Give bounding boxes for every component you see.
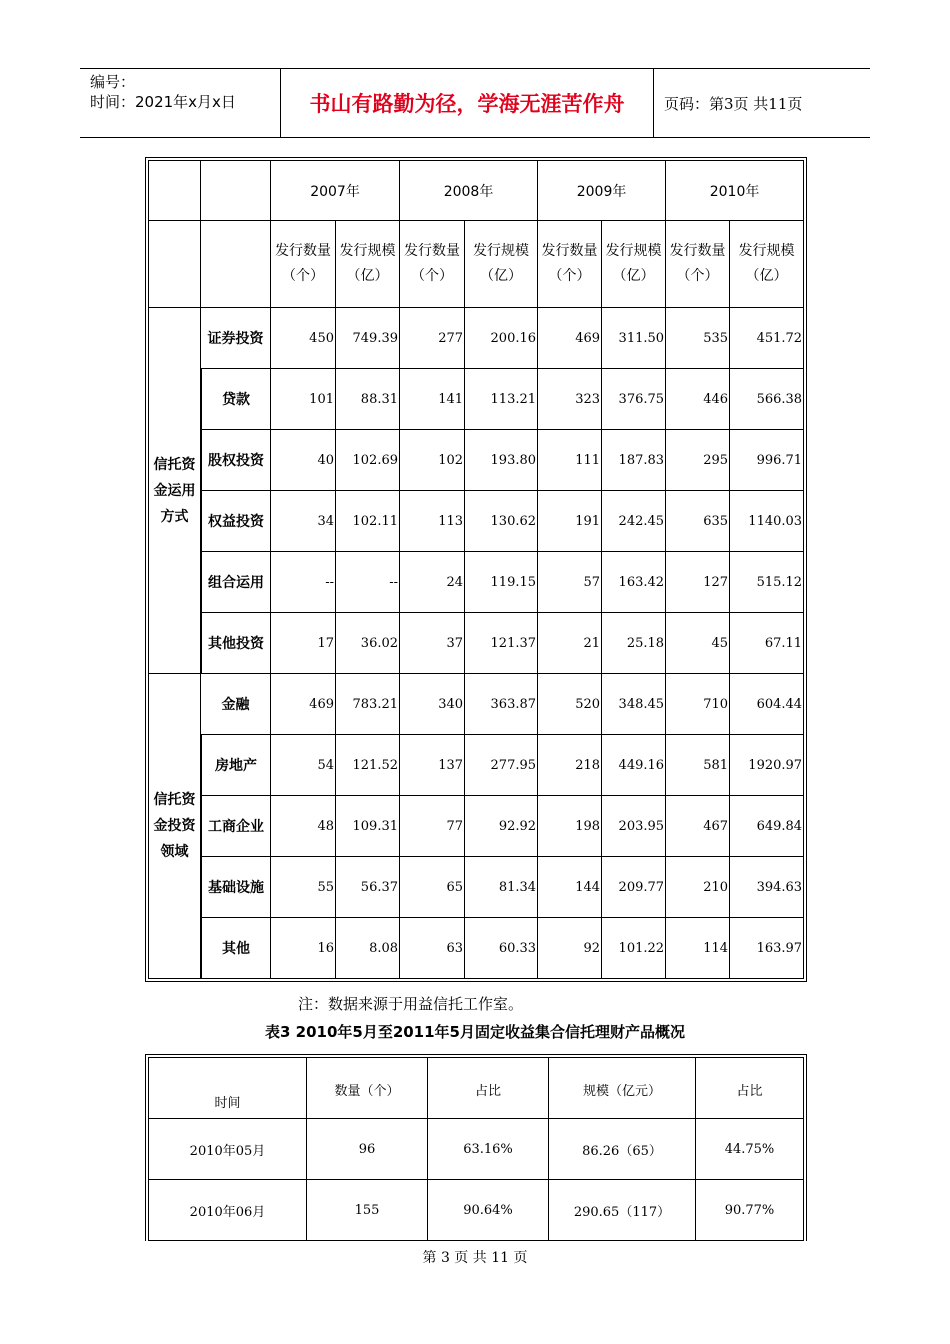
table1-category-cell: 金融 [201,674,271,735]
table-row [148,796,804,857]
table1-metric-header-line: （个） [548,268,591,284]
table1-value-cell: 376.75 [602,369,666,430]
table1-category-cell: 其他 [201,918,271,979]
table1-value-cell: -- [336,552,400,613]
header-page-number: 页码：第3页 共11页 [664,94,803,113]
table1-value-cell: 210 [666,857,730,918]
table-row [148,674,804,735]
table1-group-label [148,674,201,979]
table-row [148,369,804,430]
table1-value-cell: 277.95 [465,735,538,796]
table3-header-count-share: 占比 [428,1057,549,1119]
table1-value-cell: 604.44 [730,674,804,735]
table1-metric-header [465,221,538,308]
table1-value-cell: 1920.97 [730,735,804,796]
table1-metric-header [336,221,400,308]
table1-value-cell: 21 [538,613,602,674]
table1-group-label-line: 金投资 [153,818,196,834]
table3-title: 表3 2010年5月至2011年5月固定收益集合信托理财产品概况 [264,1023,686,1041]
table1-value-cell: 749.39 [336,308,400,369]
table1-category-cell: 房地产 [201,735,271,796]
table1-value-cell: 363.87 [465,674,538,735]
table1-value-cell: 198 [538,796,602,857]
table1-value-cell: 121.37 [465,613,538,674]
table3-header-row [148,1057,804,1119]
table1-category-cell: 工商企业 [201,796,271,857]
table1-value-cell: 566.38 [730,369,804,430]
table3-cell-count: 96 [307,1119,428,1180]
table1-value-cell: 467 [666,796,730,857]
table1-metric-header-line: 发行数量 [541,243,598,259]
table1-metric-header-line: 发行规模 [473,243,530,259]
table1-value-cell: 581 [666,735,730,796]
table1-value-cell: 783.21 [336,674,400,735]
table1-value-cell: 113.21 [465,369,538,430]
table1-metric-header-line: 发行数量 [275,243,331,259]
table1-value-cell: 209.77 [602,857,666,918]
table1-value-cell: 446 [666,369,730,430]
table1-year-header-row [148,160,804,221]
table1-value-cell: 65 [400,857,465,918]
table1-value-cell: 25.18 [602,613,666,674]
table1-metric-header [271,221,336,308]
table1-corner-cell [201,221,271,308]
table1-value-cell: 34 [271,491,336,552]
table1-metric-header-line: （亿） [480,268,523,284]
table1-corner-cell [148,221,201,308]
table1-value-cell: 163.42 [602,552,666,613]
table1-category-cell: 基础设施 [201,857,271,918]
table1-metric-header [602,221,666,308]
table1-value-cell: -- [271,552,336,613]
table3-header-count: 数量（个） [307,1057,428,1119]
table1-value-cell: 144 [538,857,602,918]
table1-value-cell: 394.63 [730,857,804,918]
table3-cell-scale-share: 44.75% [696,1119,804,1180]
table1-category-cell: 股权投资 [201,430,271,491]
trust-issuance-table-frame [145,157,807,982]
table3-cell-scale: 86.26（65） [549,1119,696,1180]
table1-value-cell: 102.69 [336,430,400,491]
table1-value-cell: 242.45 [602,491,666,552]
table1-value-cell: 92 [538,918,602,979]
table1-value-cell: 102 [400,430,465,491]
table1-metric-header-line: 发行规模 [339,243,396,259]
table1-category-cell: 权益投资 [201,491,271,552]
table1-metric-header-line: （亿） [745,268,788,284]
table3-cell-count-share: 63.16% [428,1119,549,1180]
table3-header-time: 时间 [148,1057,307,1119]
table1-value-cell: 710 [666,674,730,735]
table1-value-cell: 63 [400,918,465,979]
table1-year-header: 2010年 [666,160,804,221]
table1-corner-cell [148,160,201,221]
table1-value-cell: 36.02 [336,613,400,674]
table-row [148,552,804,613]
page-footer: 第 3 页 共 11 页 [422,1250,528,1266]
header-meta-cell [80,69,281,137]
table1-value-cell: 1140.03 [730,491,804,552]
table1-category-cell: 证券投资 [201,308,271,369]
table1-value-cell: 24 [400,552,465,613]
table1-metric-header [538,221,602,308]
table1-value-cell: 56.37 [336,857,400,918]
table1-metric-header-line: 发行规模 [605,243,662,259]
table1-value-cell: 515.12 [730,552,804,613]
table1-value-cell: 295 [666,430,730,491]
table1-metric-header-line: （亿） [612,268,655,284]
table1-value-cell: 311.50 [602,308,666,369]
table1-value-cell: 119.15 [465,552,538,613]
table1-value-cell: 16 [271,918,336,979]
table1-value-cell: 101.22 [602,918,666,979]
table3-cell-count: 155 [307,1180,428,1241]
table1-year-header: 2008年 [400,160,538,221]
table1-value-cell: 88.31 [336,369,400,430]
table3-cell-time: 2010年05月 [148,1119,307,1180]
page-header [80,68,870,138]
table1-value-cell: 635 [666,491,730,552]
table1-value-cell: 203.95 [602,796,666,857]
table1-value-cell: 60.33 [465,918,538,979]
table1-metric-header-line: 发行数量 [404,243,461,259]
table1-value-cell: 102.11 [336,491,400,552]
document-time: 时间：2021年x月x日 [90,93,236,111]
table1-metric-header-line: （个） [676,268,719,284]
table1-corner-cell [201,160,271,221]
table3-cell-scale-share: 90.77% [696,1180,804,1241]
table1-value-cell: 451.72 [730,308,804,369]
table1-value-cell: 48 [271,796,336,857]
table1-group-label-line: 方式 [160,508,189,525]
header-motto: 书山有路勤为径，学海无涯苦作舟 [281,69,654,137]
table1-value-cell: 67.11 [730,613,804,674]
table1-value-cell: 45 [666,613,730,674]
table1-metric-header [730,221,804,308]
table1-value-cell: 101 [271,369,336,430]
table1-metric-header [400,221,465,308]
table1-value-cell: 193.80 [465,430,538,491]
table1-group-label [148,308,201,674]
table1-value-cell: 137 [400,735,465,796]
table1-value-cell: 450 [271,308,336,369]
table1-metric-header-line: （亿） [346,268,389,284]
table1-metric-header-line: 发行规模 [738,243,795,259]
table1-metric-header [666,221,730,308]
table1-value-cell: 37 [400,613,465,674]
table1-value-cell: 649.84 [730,796,804,857]
table1-value-cell: 77 [400,796,465,857]
table1-value-cell: 163.97 [730,918,804,979]
table1-metric-header-line: （个） [411,268,454,284]
table1-category-cell: 其他投资 [201,613,271,674]
table1-group-label-line: 领域 [160,844,189,860]
table1-value-cell: 323 [538,369,602,430]
table-row [148,491,804,552]
table1-value-cell: 92.92 [465,796,538,857]
table1-value-cell: 191 [538,491,602,552]
fixed-income-table-frame [145,1054,807,1241]
table1-value-cell: 141 [400,369,465,430]
table3-header-scale: 规模（亿元） [549,1057,696,1119]
table-row [148,430,804,491]
table1-value-cell: 535 [666,308,730,369]
table3-cell-count-share: 90.64% [428,1180,549,1241]
table1-metric-header-row [148,221,804,308]
table1-year-header: 2007年 [271,160,400,221]
table-row [148,857,804,918]
table1-value-cell: 340 [400,674,465,735]
table1-value-cell: 218 [538,735,602,796]
table-row [148,1180,804,1241]
table1-metric-header-line: （个） [282,268,324,284]
table1-value-cell: 520 [538,674,602,735]
table1-value-cell: 109.31 [336,796,400,857]
table1-value-cell: 111 [538,430,602,491]
table1-value-cell: 130.62 [465,491,538,552]
table1-value-cell: 469 [538,308,602,369]
table3-cell-time: 2010年06月 [148,1180,307,1241]
trust-issuance-table [148,160,804,979]
table1-metric-header-line: 发行数量 [669,243,726,259]
table-row [148,735,804,796]
table1-value-cell: 57 [538,552,602,613]
table1-value-cell: 200.16 [465,308,538,369]
table1-category-cell: 贷款 [201,369,271,430]
table1-group-label-line: 金运用 [153,482,196,499]
table1-value-cell: 81.34 [465,857,538,918]
table1-value-cell: 40 [271,430,336,491]
table3-header-scale-share: 占比 [696,1057,804,1119]
document-number: 编号： [90,73,136,91]
table1-group-label-line: 信托资 [153,456,196,473]
table1-value-cell: 187.83 [602,430,666,491]
table1-value-cell: 469 [271,674,336,735]
table1-value-cell: 17 [271,613,336,674]
table1-value-cell: 55 [271,857,336,918]
table1-value-cell: 348.45 [602,674,666,735]
table1-category-cell: 组合运用 [201,552,271,613]
table-row [148,613,804,674]
table-row [148,1119,804,1180]
table1-year-header: 2009年 [538,160,666,221]
table-row [148,308,804,369]
table1-value-cell: 8.08 [336,918,400,979]
table1-value-cell: 277 [400,308,465,369]
table1-value-cell: 996.71 [730,430,804,491]
table1-value-cell: 113 [400,491,465,552]
table-row [148,918,804,979]
table3-cell-scale: 290.65（117） [549,1180,696,1241]
table1-value-cell: 54 [271,735,336,796]
table1-value-cell: 127 [666,552,730,613]
data-source-note: 注：数据来源于用益信托工作室。 [298,995,524,1013]
fixed-income-table [148,1057,804,1241]
table1-value-cell: 114 [666,918,730,979]
table1-group-label-line: 信托资 [153,792,196,808]
table1-value-cell: 449.16 [602,735,666,796]
table1-value-cell: 121.52 [336,735,400,796]
